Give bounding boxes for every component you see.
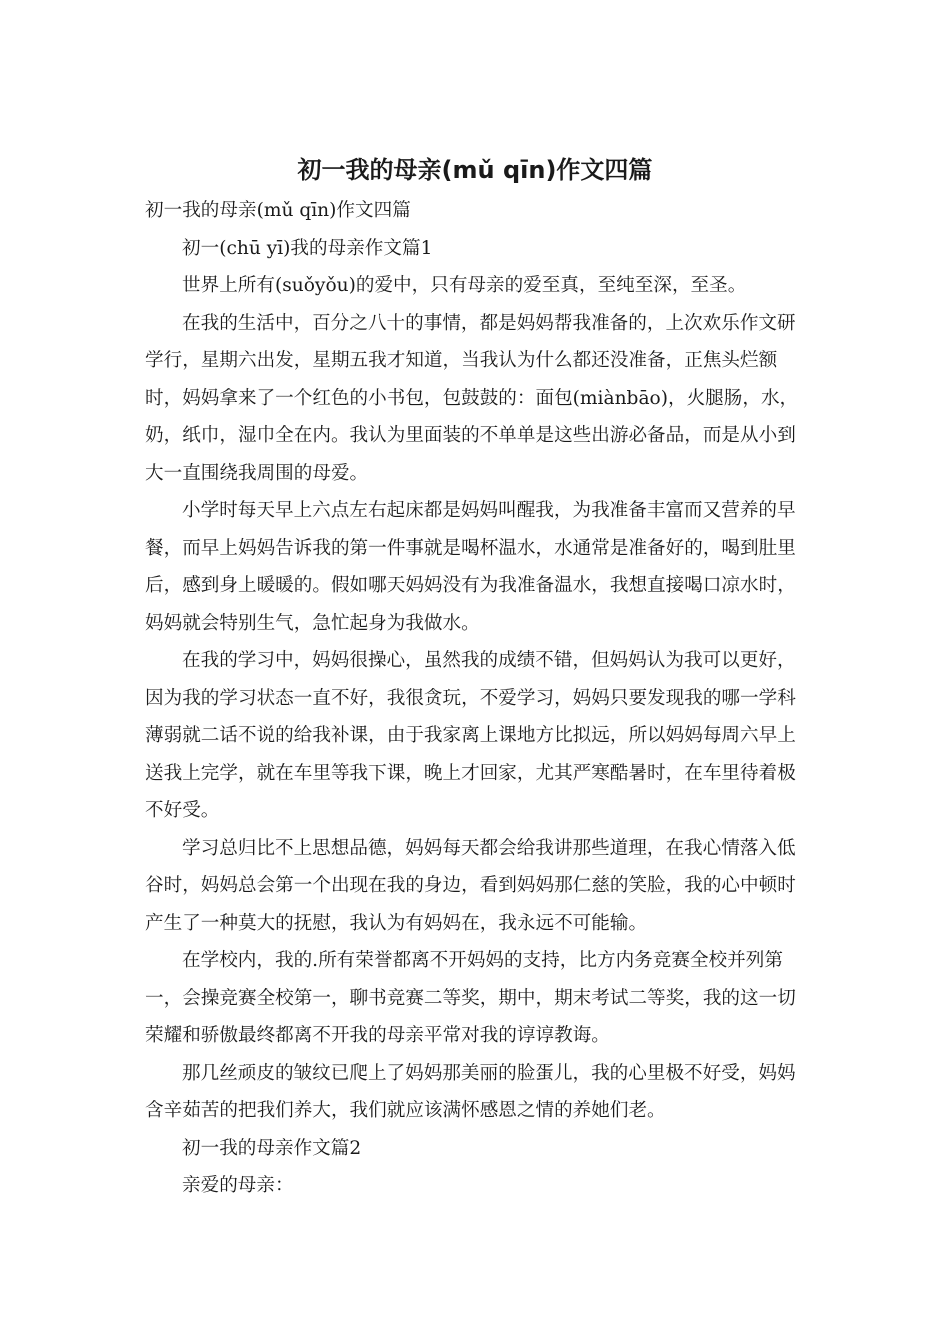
body-paragraph: 在学校内，我的.所有荣誉都离不开妈妈的支持，比方内务竞赛全校并列第一，会操竞赛全校第一，聊书竞赛二等奖，期中，期末考试二等奖，我的这一切荣耀和骄傲最终都离不开我的母亲平常对我的谆谆教诲。 — [145, 950, 796, 1046]
section-heading-2: 初一我的母亲作文篇2 — [182, 1137, 362, 1159]
document-title: 初一我的母亲(mǔ qīn)作文四篇 — [297, 156, 653, 184]
section-heading-1: 初一(chū yī)我的母亲作文篇1 — [182, 237, 433, 259]
subtitle-paragraph: 初一我的母亲(mǔ qīn)作文四篇 — [145, 200, 411, 221]
body-paragraph: 在我的学习中，妈妈很操心，虽然我的成绩不错，但妈妈认为我可以更好，因为我的学习状态一直不好，我很贪玩，不爱学习，妈妈只要发现我的哪一学科薄弱就二话不说的给我补课，由于我家离上课地方比拟远，所以妈妈每周六早上送我上完学，就在车里等我下课，晚上才回家，尤其严寒酷暑时，在车里待着极不好受。 — [145, 650, 796, 821]
body-paragraph: 小学时每天早上六点左右起床都是妈妈叫醒我，为我准备丰富而又营养的早餐，而早上妈妈告诉我的第一件事就是喝杯温水，水通常是准备好的，喝到肚里后，感到身上暖暖的。假如哪天妈妈没有为我准备温水，我想直接喝口凉水时，妈妈就会特别生气，急忙起身为我做水。 — [145, 500, 796, 634]
body-paragraph: 学习总归比不上思想品德，妈妈每天都会给我讲那些道理，在我心情落入低谷时，妈妈总会第一个出现在我的身边，看到妈妈那仁慈的笑脸，我的心中顿时产生了一种莫大的抚慰，我认为有妈妈在，我永远不可能输。 — [145, 837, 796, 934]
letter-salutation: 亲爱的母亲： — [182, 1175, 294, 1196]
body-paragraph: 那几丝顽皮的皱纹已爬上了妈妈那美丽的脸蛋儿，我的心里极不好受，妈妈含辛茹苦的把我们养大，我们就应该满怀感恩之情的养她们老。 — [145, 1062, 796, 1121]
body-paragraph: 在我的生活中，百分之八十的事情，都是妈妈帮我准备的，上次欢乐作文研学行，星期六出发，星期五我才知道，当我认为什么都还没准备，正焦头烂额时，妈妈拿来了一个红色的小书包，包鼓鼓的：面包(miànbāo)，火腿肠，水，奶，纸巾，湿巾全在内。我认为里面装的不单单是这些出游必备品，而是从小到大一直围绕我周围的母爱。 — [145, 312, 799, 484]
body-paragraph: 世界上所有(suǒyǒu)的爱中，只有母亲的爱至真，至纯至深，至圣。 — [182, 275, 747, 296]
document-body — [145, 192, 805, 1205]
